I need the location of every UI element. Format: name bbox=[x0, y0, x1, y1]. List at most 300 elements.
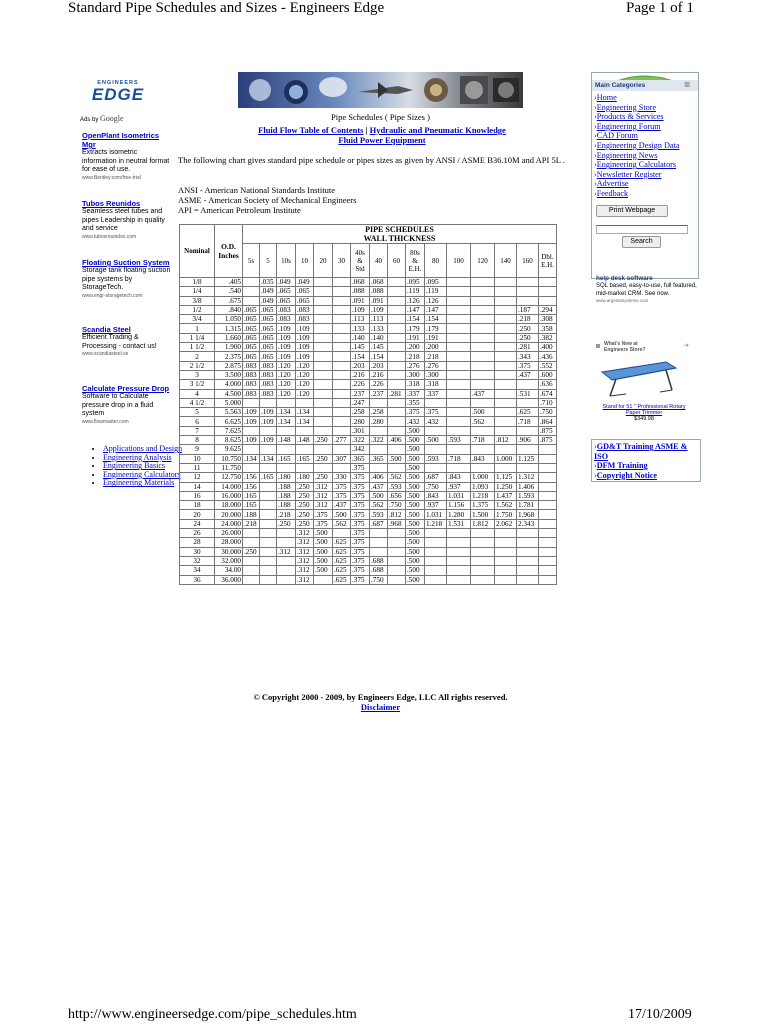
cell-thickness: .300 bbox=[406, 370, 425, 379]
whats-new-banner[interactable] bbox=[596, 342, 696, 354]
cell-thickness bbox=[539, 473, 557, 482]
table-row bbox=[180, 408, 557, 417]
cell-thickness bbox=[333, 287, 351, 296]
helpdesk-ad[interactable] bbox=[596, 275, 698, 304]
banner-graphic bbox=[238, 72, 523, 108]
cell-thickness bbox=[277, 445, 296, 454]
sidebar-link[interactable]: Engineering Calculators bbox=[596, 160, 677, 170]
ad-url[interactable]: www.scandiasteel.se bbox=[82, 351, 129, 358]
table-row bbox=[180, 519, 557, 528]
cell-thickness bbox=[495, 426, 517, 435]
cell-thickness: .937 bbox=[425, 501, 447, 510]
cell-thickness bbox=[495, 315, 517, 324]
cell-thickness bbox=[495, 305, 517, 314]
ad-url[interactable]: www.engr-storagetech.com bbox=[82, 292, 143, 299]
cell-thickness bbox=[314, 343, 333, 352]
cell-thickness: .140 bbox=[370, 333, 388, 342]
cell-thickness bbox=[333, 417, 351, 426]
definitions bbox=[178, 185, 578, 215]
cell-thickness: .083 bbox=[243, 389, 260, 398]
cell-thickness bbox=[495, 547, 517, 556]
cell-thickness: .312 bbox=[296, 547, 314, 556]
cell-thickness: .312 bbox=[296, 566, 314, 575]
def-asme: ASME - American Society of Mechanical Engineers bbox=[178, 195, 357, 205]
copyright-text: © Copyright 2000 - 2009, by Engineers Edge, LLC All rights reserved. bbox=[253, 692, 508, 702]
cell-thickness bbox=[471, 556, 495, 565]
sidebar-link-item[interactable] bbox=[594, 471, 700, 481]
cell-thickness: .140 bbox=[351, 333, 370, 342]
cell-thickness: .250 bbox=[296, 519, 314, 528]
sidebar-link-item[interactable] bbox=[594, 122, 698, 132]
sidebar-link[interactable]: Engineering Forum bbox=[596, 121, 661, 131]
cell-thickness bbox=[447, 389, 471, 398]
product-image[interactable] bbox=[596, 358, 680, 398]
left-nav-link[interactable]: Engineering Basics bbox=[103, 461, 165, 471]
cell-nominal: 30 bbox=[180, 547, 215, 556]
cell-thickness: .083 bbox=[277, 315, 296, 324]
helpdesk-url[interactable]: www.argentasystems.com bbox=[596, 298, 649, 303]
engineers-edge-logo[interactable] bbox=[80, 80, 156, 104]
sidebar-link-item[interactable] bbox=[594, 93, 698, 103]
cell-thickness: .562 bbox=[370, 501, 388, 510]
sidebar-link[interactable]: CAD Forum bbox=[596, 131, 638, 141]
cell-thickness bbox=[388, 305, 406, 314]
cell-od: 34.00 bbox=[215, 566, 243, 575]
cell-thickness bbox=[471, 445, 495, 454]
cell-thickness bbox=[243, 566, 260, 575]
cell-od: 11.750 bbox=[215, 463, 243, 472]
cell-thickness bbox=[388, 380, 406, 389]
sidebar-link-item[interactable] bbox=[594, 170, 698, 180]
sidebar-link[interactable]: Feedback bbox=[596, 188, 629, 198]
cell-od: 8.625 bbox=[215, 436, 243, 445]
cell-od: 12.750 bbox=[215, 473, 243, 482]
cell-od: 1.900 bbox=[215, 343, 243, 352]
cell-thickness: .065 bbox=[243, 343, 260, 352]
table-row bbox=[180, 296, 557, 305]
cell-thickness bbox=[260, 566, 277, 575]
cell-thickness bbox=[314, 408, 333, 417]
cell-thickness bbox=[333, 370, 351, 379]
table-row bbox=[180, 529, 557, 538]
cell-thickness: .226 bbox=[370, 380, 388, 389]
left-nav-link[interactable]: Engineering Materials bbox=[103, 478, 175, 488]
cell-od: .405 bbox=[215, 278, 243, 287]
sidebar-link-item[interactable] bbox=[594, 179, 698, 189]
print-webpage-button[interactable]: Print Webpage bbox=[596, 205, 668, 217]
cell-thickness: 1.000 bbox=[471, 473, 495, 482]
cell-thickness bbox=[388, 556, 406, 565]
cell-thickness bbox=[539, 463, 557, 472]
google-brand: Google bbox=[100, 114, 124, 123]
cell-thickness bbox=[517, 463, 539, 472]
cell-thickness bbox=[539, 491, 557, 500]
ad-title[interactable]: Floating Suction System bbox=[82, 258, 170, 267]
cell-thickness bbox=[333, 389, 351, 398]
ad-url[interactable]: www.tubosreunidos.com bbox=[82, 233, 137, 240]
cell-od: .540 bbox=[215, 287, 243, 296]
cell-thickness: .308 bbox=[539, 315, 557, 324]
cell-thickness: .301 bbox=[351, 426, 370, 435]
cell-thickness: .375 bbox=[314, 519, 333, 528]
cell-thickness: .312 bbox=[314, 482, 333, 491]
cell-thickness: .593 bbox=[370, 510, 388, 519]
document-title: Standard Pipe Schedules and Sizes - Engineers Edge bbox=[68, 0, 385, 16]
cell-thickness: .593 bbox=[388, 482, 406, 491]
cell-thickness: .120 bbox=[277, 380, 296, 389]
cell-thickness: .119 bbox=[406, 287, 425, 296]
helpdesk-text: SQL based, easy-to-use, full featured, mid-market CRM. See now. bbox=[596, 283, 697, 297]
sidebar-link-item[interactable] bbox=[594, 103, 698, 113]
cell-thickness bbox=[517, 575, 539, 584]
cell-thickness: .180 bbox=[277, 473, 296, 482]
cell-thickness bbox=[388, 575, 406, 584]
cell-thickness bbox=[495, 566, 517, 575]
cell-thickness: 1.280 bbox=[447, 510, 471, 519]
cell-thickness bbox=[388, 566, 406, 575]
cell-thickness bbox=[314, 389, 333, 398]
sidebar-link[interactable]: Products & Services bbox=[596, 112, 664, 122]
ad-block-3[interactable] bbox=[82, 258, 172, 300]
header-pipe-schedules bbox=[243, 225, 557, 244]
cell-thickness: .375 bbox=[351, 473, 370, 482]
search-input[interactable] bbox=[596, 225, 688, 234]
ads-prefix: Ads by bbox=[80, 117, 99, 123]
cell-thickness: .636 bbox=[539, 380, 557, 389]
cell-thickness bbox=[539, 454, 557, 463]
cell-thickness bbox=[425, 556, 447, 565]
sidebar-link[interactable]: Home bbox=[596, 93, 617, 102]
cell-nominal: 9 bbox=[180, 445, 215, 454]
cell-nominal: 1 1/2 bbox=[180, 343, 215, 352]
cell-thickness: .375 bbox=[351, 519, 370, 528]
cell-thickness: .375 bbox=[517, 361, 539, 370]
cell-thickness: 1.125 bbox=[517, 454, 539, 463]
cell-thickness bbox=[495, 575, 517, 584]
disclaimer-link[interactable]: Disclaimer bbox=[360, 702, 401, 712]
cell-thickness: .126 bbox=[406, 296, 425, 305]
cell-od: 1.660 bbox=[215, 333, 243, 342]
cell-thickness bbox=[314, 380, 333, 389]
cell-thickness: .500 bbox=[406, 436, 425, 445]
cell-thickness bbox=[471, 287, 495, 296]
table-row bbox=[180, 454, 557, 463]
category-links bbox=[592, 91, 698, 199]
cell-thickness bbox=[388, 296, 406, 305]
pipe-schedule-table bbox=[179, 224, 557, 585]
left-nav-link[interactable]: Engineering Analysis bbox=[103, 452, 172, 462]
cell-thickness: .065 bbox=[243, 333, 260, 342]
cell-thickness: .109 bbox=[243, 436, 260, 445]
cell-thickness: .200 bbox=[406, 343, 425, 352]
cell-thickness bbox=[314, 417, 333, 426]
cell-thickness: .154 bbox=[406, 315, 425, 324]
cell-thickness: .500 bbox=[406, 538, 425, 547]
sidebar-link[interactable]: Newsletter Register bbox=[596, 169, 662, 179]
cell-thickness: .148 bbox=[296, 436, 314, 445]
cell-thickness bbox=[296, 398, 314, 407]
cell-od: 4.000 bbox=[215, 380, 243, 389]
cell-thickness: .049 bbox=[296, 278, 314, 287]
cell-thickness bbox=[314, 398, 333, 407]
cell-thickness: .593 bbox=[425, 454, 447, 463]
ad-block-4[interactable] bbox=[82, 325, 172, 358]
sidebar-link[interactable]: GD&T Training ASME & ISO bbox=[594, 442, 688, 461]
cell-thickness: .500 bbox=[406, 501, 425, 510]
cell-thickness: .250 bbox=[296, 491, 314, 500]
header-schedule-col: 30 bbox=[333, 244, 351, 278]
cell-thickness: .312 bbox=[296, 575, 314, 584]
table-row bbox=[180, 287, 557, 296]
sidebar-link[interactable]: Copyright Notice bbox=[596, 470, 657, 480]
cell-thickness: .437 bbox=[517, 370, 539, 379]
cell-thickness: .437 bbox=[370, 482, 388, 491]
cell-nominal: 34 bbox=[180, 566, 215, 575]
ad-url[interactable]: www.Bentley.com/free-trial bbox=[82, 174, 141, 181]
cell-thickness: 1.218 bbox=[425, 519, 447, 528]
cell-thickness: .203 bbox=[351, 361, 370, 370]
cell-thickness bbox=[447, 352, 471, 361]
table-row bbox=[180, 324, 557, 333]
cell-thickness bbox=[471, 398, 495, 407]
cell-thickness bbox=[314, 575, 333, 584]
cell-thickness: .500 bbox=[406, 510, 425, 519]
cell-od: 14.000 bbox=[215, 482, 243, 491]
cell-thickness bbox=[260, 482, 277, 491]
cell-thickness: .432 bbox=[425, 417, 447, 426]
cell-thickness bbox=[471, 538, 495, 547]
cell-thickness bbox=[517, 278, 539, 287]
cell-thickness: .083 bbox=[260, 370, 277, 379]
cell-thickness bbox=[333, 380, 351, 389]
table-row bbox=[180, 575, 557, 584]
cell-thickness bbox=[447, 417, 471, 426]
cell-thickness: .065 bbox=[260, 352, 277, 361]
header-schedule-col: 120 bbox=[471, 244, 495, 278]
left-nav-item[interactable] bbox=[103, 479, 183, 488]
cell-thickness: .312 bbox=[314, 501, 333, 510]
cell-thickness bbox=[539, 519, 557, 528]
sidebar-link-item[interactable] bbox=[594, 160, 698, 170]
cell-thickness: .035 bbox=[260, 278, 277, 287]
cell-thickness bbox=[243, 575, 260, 584]
cell-thickness bbox=[447, 445, 471, 454]
sidebar-link-item[interactable] bbox=[594, 141, 698, 151]
header-schedule-col: 60 bbox=[388, 244, 406, 278]
cell-thickness bbox=[539, 445, 557, 454]
cell-thickness: .750 bbox=[388, 501, 406, 510]
cell-thickness: .134 bbox=[277, 417, 296, 426]
ad-title[interactable]: Scandia Steel bbox=[82, 325, 131, 334]
cell-thickness bbox=[495, 370, 517, 379]
cell-thickness: .109 bbox=[260, 408, 277, 417]
cell-thickness bbox=[314, 287, 333, 296]
cell-thickness: .154 bbox=[370, 352, 388, 361]
ad-block-5[interactable] bbox=[82, 384, 172, 426]
fluid-power-link[interactable]: Fluid Power Equipment bbox=[338, 135, 426, 145]
header-schedule-col: 80s & E.H. bbox=[406, 244, 425, 278]
cell-thickness bbox=[447, 529, 471, 538]
ad-block-2[interactable] bbox=[82, 199, 172, 241]
sidebar-link-item[interactable] bbox=[594, 461, 700, 471]
table-row bbox=[180, 501, 557, 510]
cell-nominal: 4 bbox=[180, 389, 215, 398]
ad-title[interactable]: Tubos Reunidos bbox=[82, 199, 141, 208]
cell-thickness bbox=[388, 547, 406, 556]
cell-thickness: .120 bbox=[277, 370, 296, 379]
sidebar-link-item[interactable] bbox=[594, 151, 698, 161]
ad-title[interactable]: Calculate Pressure Drop bbox=[82, 384, 170, 393]
ad-url[interactable]: www.flowmaster.com bbox=[82, 418, 129, 425]
cell-thickness: .656 bbox=[388, 491, 406, 500]
cell-thickness bbox=[447, 426, 471, 435]
cell-thickness: .307 bbox=[333, 454, 351, 463]
cell-thickness bbox=[425, 566, 447, 575]
sidebar-link[interactable]: DFM Training bbox=[596, 461, 648, 471]
cell-thickness: .500 bbox=[314, 566, 333, 575]
cell-od: 1.050 bbox=[215, 315, 243, 324]
cell-thickness bbox=[495, 296, 517, 305]
cell-nominal: 12 bbox=[180, 473, 215, 482]
cell-thickness bbox=[517, 287, 539, 296]
cell-thickness: .113 bbox=[370, 315, 388, 324]
left-nav-link[interactable]: Applications and Design bbox=[103, 444, 183, 453]
cell-thickness bbox=[333, 352, 351, 361]
cell-thickness: .625 bbox=[333, 575, 351, 584]
logo-top-text: ENGINEERS bbox=[97, 80, 139, 86]
cell-thickness bbox=[277, 556, 296, 565]
cell-od: 10.750 bbox=[215, 454, 243, 463]
collapse-icon[interactable]: ▥ bbox=[684, 82, 690, 88]
sidebar-link-item[interactable] bbox=[594, 112, 698, 122]
cell-thickness: .068 bbox=[370, 278, 388, 287]
cell-thickness bbox=[370, 445, 388, 454]
cell-thickness bbox=[243, 445, 260, 454]
cell-thickness bbox=[260, 445, 277, 454]
cell-nominal: 7 bbox=[180, 426, 215, 435]
cell-thickness: .065 bbox=[243, 352, 260, 361]
cell-thickness bbox=[447, 408, 471, 417]
cell-thickness bbox=[243, 538, 260, 547]
fluid-flow-link[interactable]: Fluid Flow Table of Contents bbox=[258, 125, 364, 135]
cell-thickness: 1.031 bbox=[447, 491, 471, 500]
cell-thickness: .258 bbox=[370, 408, 388, 417]
cell-thickness: .593 bbox=[447, 436, 471, 445]
search-button[interactable]: Search bbox=[622, 236, 661, 248]
cell-thickness: .500 bbox=[333, 510, 351, 519]
left-nav-link[interactable]: Engineering Calculators bbox=[103, 469, 181, 479]
product-name-link[interactable]: Stand for 51 " Professional Rotary Paper Trimmer bbox=[602, 404, 686, 416]
cell-thickness: .843 bbox=[425, 491, 447, 500]
sidebar-link[interactable]: Advertise bbox=[596, 179, 629, 189]
cell-thickness: .083 bbox=[296, 315, 314, 324]
cell-thickness: .134 bbox=[277, 408, 296, 417]
ad-title[interactable]: OpenPlant Isometrics Mgr bbox=[82, 131, 160, 149]
cell-thickness: .109 bbox=[296, 343, 314, 352]
hydraulic-link[interactable]: Hydraulic and Pneumatic Knowledge bbox=[369, 125, 506, 135]
cell-od: .675 bbox=[215, 296, 243, 305]
helpdesk-title[interactable]: help desk software bbox=[596, 275, 653, 282]
cell-thickness: .562 bbox=[333, 519, 351, 528]
cell-nominal: 1 bbox=[180, 324, 215, 333]
training-links-box bbox=[591, 439, 701, 482]
whats-new-square-icon bbox=[596, 344, 600, 348]
sidebar-link-item[interactable] bbox=[594, 442, 700, 461]
cell-thickness bbox=[333, 529, 351, 538]
table-row bbox=[180, 343, 557, 352]
cell-thickness: .216 bbox=[351, 370, 370, 379]
cell-thickness bbox=[471, 305, 495, 314]
cell-nominal: 1 1/4 bbox=[180, 333, 215, 342]
cell-thickness: .113 bbox=[351, 315, 370, 324]
cell-thickness: .165 bbox=[243, 491, 260, 500]
cell-thickness bbox=[495, 529, 517, 538]
cell-thickness: .068 bbox=[351, 278, 370, 287]
page-title: Pipe Schedules ( Pipe Sizes ) bbox=[331, 112, 430, 122]
table-row bbox=[180, 389, 557, 398]
cell-thickness bbox=[495, 398, 517, 407]
sidebar-link[interactable]: Engineering Design Data bbox=[596, 140, 680, 150]
cell-thickness: .875 bbox=[539, 436, 557, 445]
cell-thickness: .281 bbox=[388, 389, 406, 398]
cell-thickness bbox=[517, 380, 539, 389]
cell-od: 3.500 bbox=[215, 370, 243, 379]
cell-thickness bbox=[333, 426, 351, 435]
cell-thickness bbox=[314, 324, 333, 333]
cell-thickness: .250 bbox=[314, 454, 333, 463]
table-row bbox=[180, 556, 557, 565]
table-row bbox=[180, 417, 557, 426]
cell-thickness: .091 bbox=[351, 296, 370, 305]
cell-thickness bbox=[370, 463, 388, 472]
cell-thickness: .065 bbox=[260, 333, 277, 342]
chevron-right-icon: › bbox=[594, 140, 597, 150]
cell-thickness: .088 bbox=[370, 287, 388, 296]
cell-thickness: 2.062 bbox=[495, 519, 517, 528]
cell-thickness bbox=[447, 343, 471, 352]
cell-thickness: .154 bbox=[425, 315, 447, 324]
cell-thickness bbox=[471, 296, 495, 305]
chevron-right-icon: › bbox=[594, 150, 597, 160]
sidebar-link-item[interactable] bbox=[594, 189, 698, 199]
cell-thickness: .500 bbox=[406, 575, 425, 584]
cell-thickness bbox=[471, 575, 495, 584]
cell-thickness bbox=[471, 343, 495, 352]
center-links bbox=[232, 125, 532, 145]
cell-thickness: .134 bbox=[296, 417, 314, 426]
cell-thickness: .312 bbox=[277, 547, 296, 556]
cell-thickness: .065 bbox=[296, 287, 314, 296]
ad-block-1[interactable] bbox=[82, 131, 172, 182]
cell-thickness bbox=[388, 287, 406, 296]
sidebar-link[interactable]: Engineering News bbox=[596, 150, 658, 160]
cell-thickness: .812 bbox=[388, 510, 406, 519]
cell-thickness: .148 bbox=[277, 436, 296, 445]
cell-od: 5.563 bbox=[215, 408, 243, 417]
cell-thickness: .375 bbox=[351, 482, 370, 491]
cell-thickness: .312 bbox=[296, 556, 314, 565]
header-schedule-col: 40 bbox=[370, 244, 388, 278]
intro-paragraph: The following chart gives standard pipe schedule or pipes sizes as given by ANSI / ASME B36.10M and API 5L . bbox=[178, 155, 565, 165]
cell-thickness: .237 bbox=[370, 389, 388, 398]
table-row bbox=[180, 352, 557, 361]
cell-thickness: 1.531 bbox=[447, 519, 471, 528]
sidebar-link-item[interactable] bbox=[594, 131, 698, 141]
cell-thickness: .065 bbox=[260, 305, 277, 314]
cell-thickness bbox=[447, 278, 471, 287]
sidebar-link[interactable]: Engineering Store bbox=[596, 102, 657, 112]
cell-thickness bbox=[388, 445, 406, 454]
